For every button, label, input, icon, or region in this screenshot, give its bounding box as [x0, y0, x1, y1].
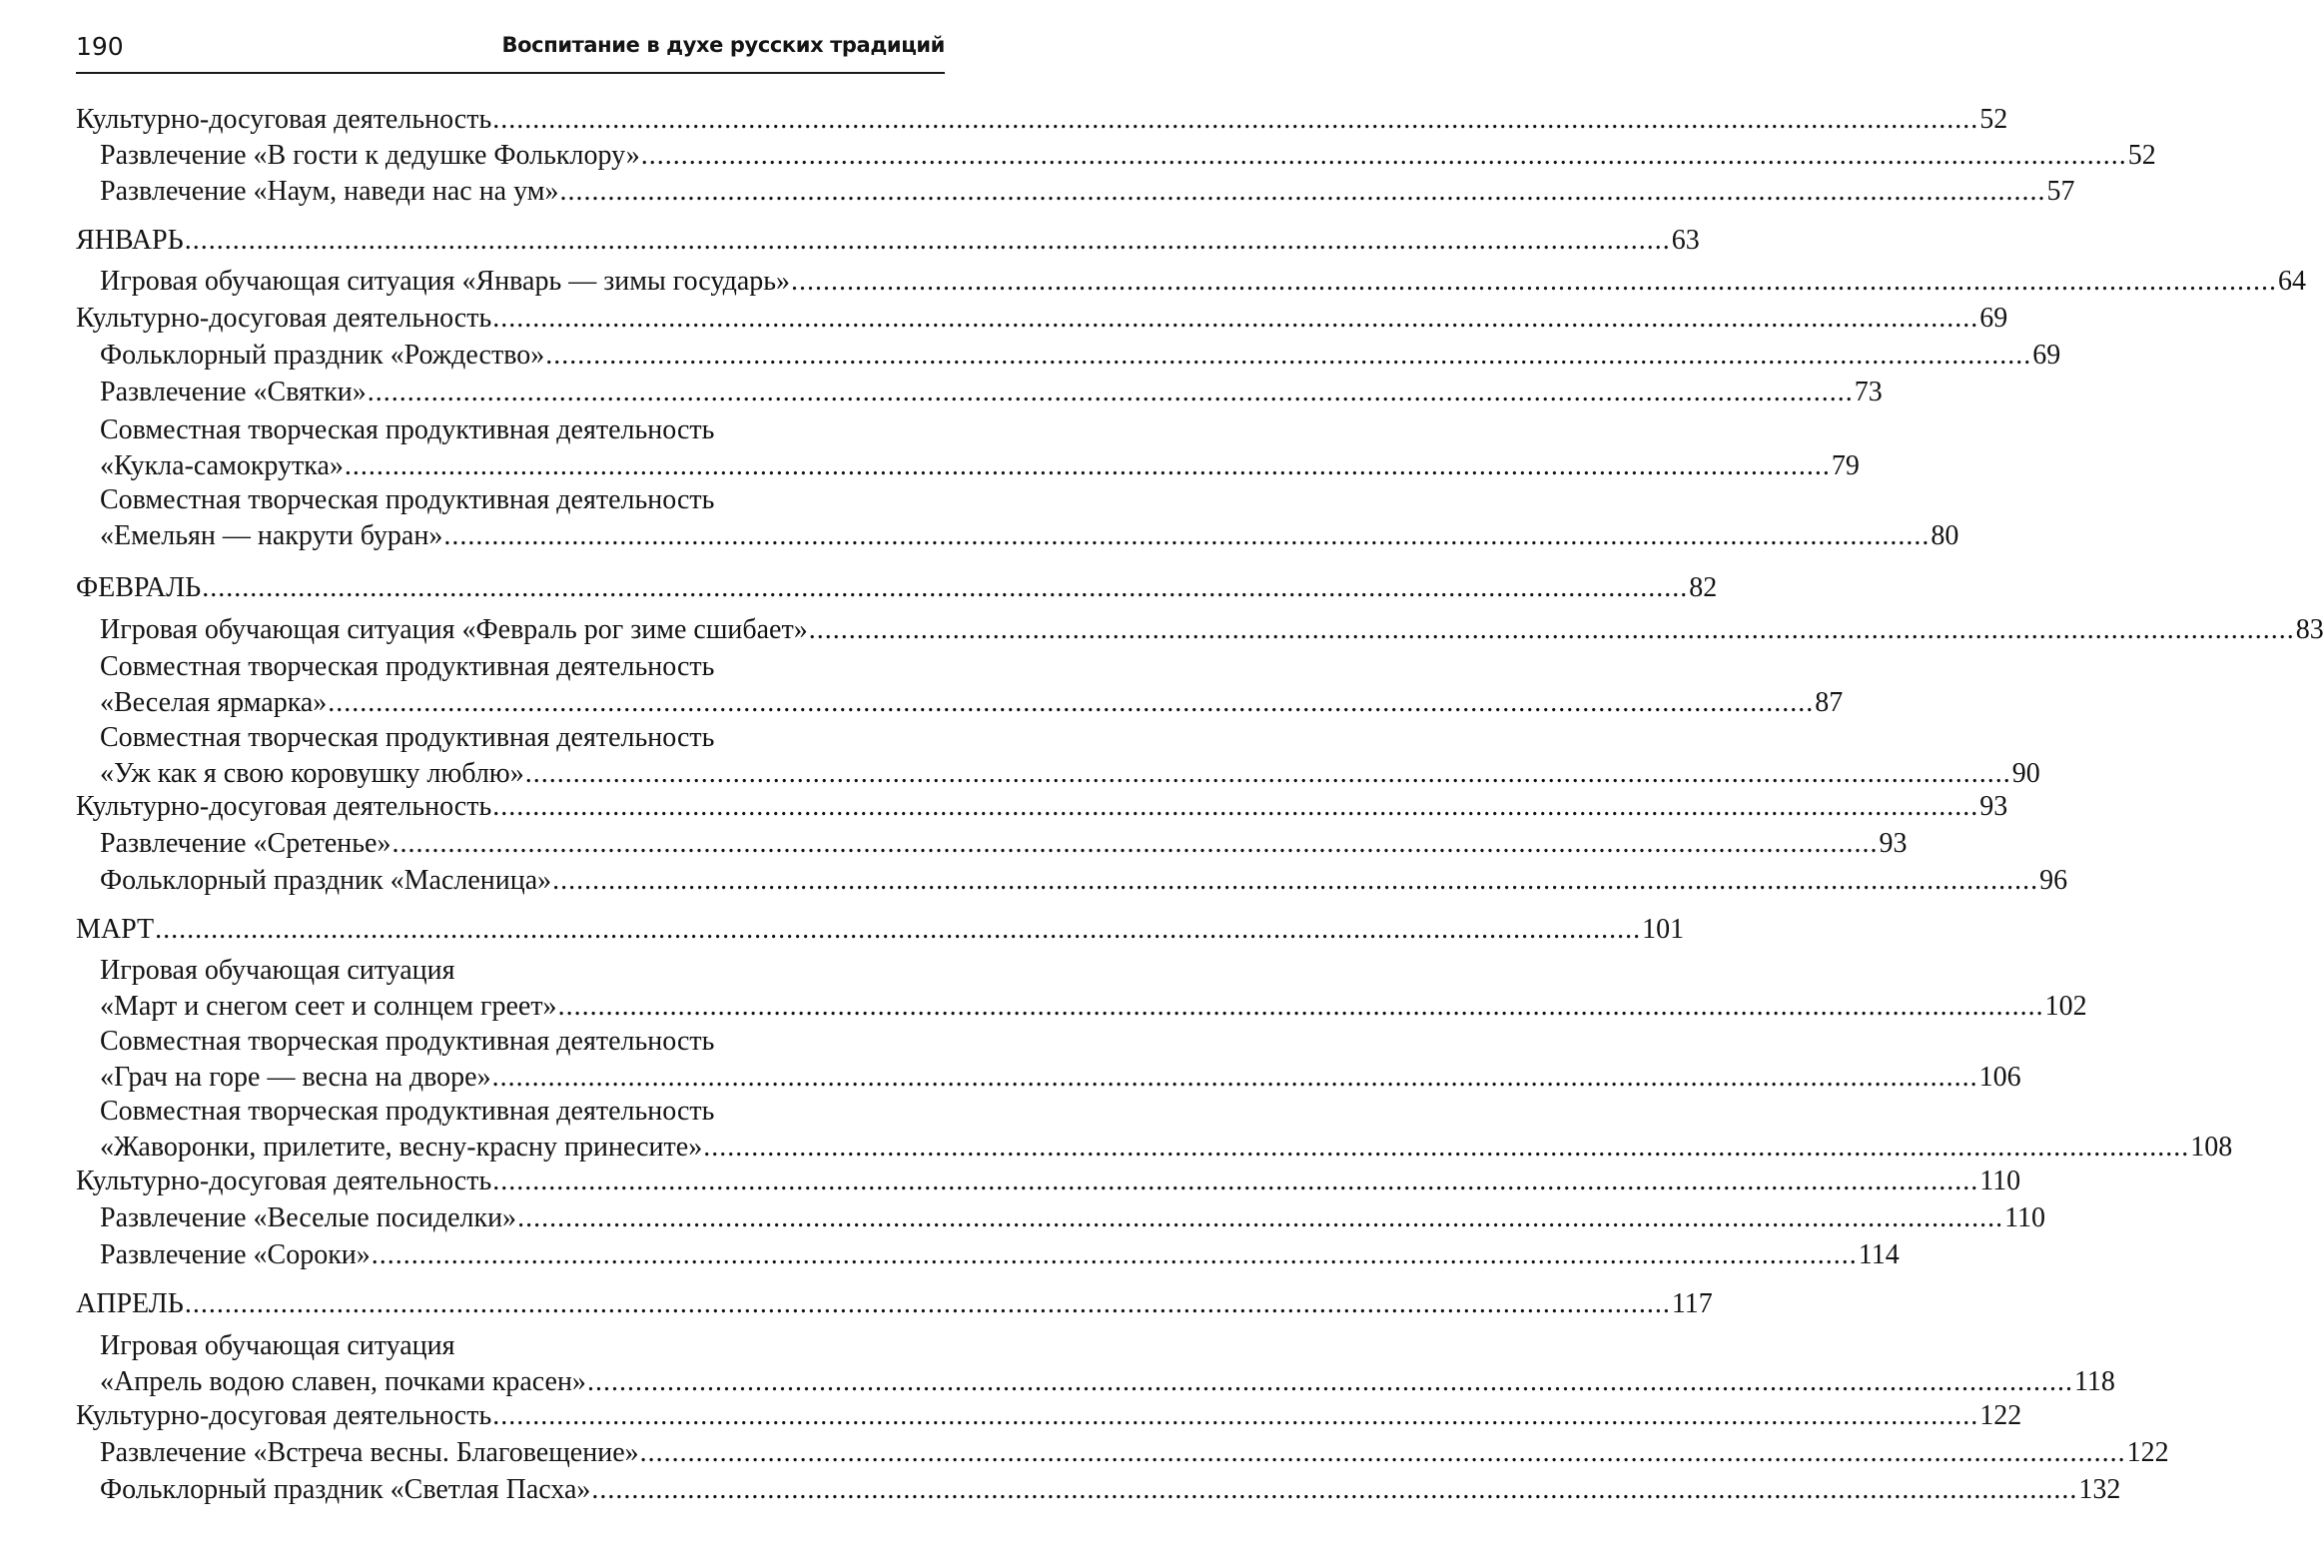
toc-entry-page: 80	[1931, 520, 1959, 551]
table-of-contents	[76, 0, 2324, 1568]
toc-entry-page: 110	[2004, 1202, 2046, 1233]
toc-entry-page: 118	[2073, 1366, 2115, 1397]
toc-entry-page: 122	[2126, 1437, 2169, 1468]
toc-entry	[100, 138, 2156, 174]
toc-entry-title: Развлечение «Веселые посиделки»	[100, 1202, 517, 1233]
toc-entry	[100, 1024, 2021, 1096]
toc-entry	[100, 264, 2307, 300]
toc-entry-title: «Уж как я свою коровушку люблю»	[100, 758, 524, 789]
toc-entry-title: ЯНВАРЬ	[76, 225, 184, 256]
dot-leader: ..........................................................................................................................................................................................	[591, 1474, 2078, 1505]
toc-entry	[76, 301, 2008, 337]
toc-entry-page: 102	[2044, 991, 2087, 1022]
toc-entry-page: 52	[2127, 140, 2156, 171]
toc-entry	[76, 1398, 2022, 1434]
toc-entry-page: 93	[1979, 791, 2008, 822]
dot-leader: ..........................................................................................................................................................................................	[492, 1400, 1979, 1431]
toc-entry-title: Культурно-досуговая деятельность	[76, 104, 492, 135]
toc-entry-title: «Жаворонки, прилетите, весну-красну принесите»	[100, 1132, 703, 1163]
toc-entry	[100, 1237, 1900, 1273]
toc-entry-title-line: Совместная творческая продуктивная деятельность	[100, 651, 715, 682]
toc-entry-title: ФЕВРАЛЬ	[76, 572, 202, 603]
dot-leader: ..........................................................................................................................................................................................	[808, 614, 2295, 645]
dot-leader: ..........................................................................................................................................................................................	[344, 450, 1831, 481]
toc-entry-title: Игровая обучающая ситуация «Февраль рог зиме сшибает»	[100, 614, 808, 645]
toc-entry	[100, 1472, 2121, 1508]
dot-leader: ..........................................................................................................................................................................................	[491, 1062, 1978, 1093]
toc-entry	[100, 174, 2075, 210]
dot-leader: ..........................................................................................................................................................................................	[640, 140, 2127, 171]
toc-entry	[76, 789, 2008, 825]
dot-leader: ..........................................................................................................................................................................................	[391, 828, 1879, 859]
toc-entry-page: 52	[1979, 104, 2008, 135]
toc-entry-title-line: Совместная творческая продуктивная деятельность	[100, 484, 715, 515]
toc-entry	[100, 1435, 2169, 1471]
toc-entry	[100, 375, 1883, 410]
toc-entry-page: 96	[2039, 865, 2068, 896]
toc-entry-title-line: Совместная творческая продуктивная деятельность	[100, 414, 715, 445]
toc-entry	[100, 482, 1959, 554]
toc-entry-title: Развлечение «В гости к дедушке Фольклору»	[100, 140, 640, 171]
toc-entry-page: 108	[2190, 1132, 2233, 1163]
toc-entry-page: 87	[1815, 687, 1844, 718]
toc-entry	[100, 720, 2040, 792]
dot-leader: ..........................................................................................................................................................................................	[443, 520, 1931, 551]
toc-entry-page: 132	[2078, 1474, 2121, 1505]
toc-entry-title: Развлечение «Наум, наведи нас на ум»	[100, 176, 559, 207]
toc-entry-page: 114	[1858, 1239, 1900, 1270]
toc-entry-page: 122	[1979, 1400, 2022, 1431]
dot-leader: ..........................................................................................................................................................................................	[639, 1437, 2126, 1468]
toc-entry-page: 106	[1978, 1062, 2021, 1093]
toc-entry-title: АПРЕЛЬ	[76, 1288, 184, 1319]
dot-leader: ..........................................................................................................................................................................................	[184, 1288, 1671, 1319]
toc-entry-title: МАРТ	[76, 914, 155, 945]
toc-entry-page: 69	[2032, 340, 2061, 371]
dot-leader: ..........................................................................................................................................................................................	[791, 266, 2278, 297]
dot-leader: ..........................................................................................................................................................................................	[492, 104, 1979, 135]
dot-leader: ..........................................................................................................................................................................................	[559, 176, 2046, 207]
toc-entry	[76, 570, 1718, 606]
toc-entry-page: 101	[1642, 914, 1685, 945]
dot-leader: ..........................................................................................................................................................................................	[703, 1132, 2190, 1163]
toc-entry-page: 117	[1671, 1288, 1713, 1319]
dot-leader: ..........................................................................................................................................................................................	[492, 303, 1979, 334]
toc-entry-title: Культурно-досуговая деятельность	[76, 791, 492, 822]
dot-leader: ..........................................................................................................................................................................................	[184, 225, 1671, 256]
toc-entry-title: Игровая обучающая ситуация «Январь — зимы государь»	[100, 266, 791, 297]
dot-leader: ..........................................................................................................................................................................................	[524, 758, 2011, 789]
page-number: 190	[76, 32, 124, 61]
dot-leader: ..........................................................................................................................................................................................	[367, 377, 1854, 407]
toc-entry-page: 69	[1979, 303, 2008, 334]
toc-entry	[100, 953, 2087, 1025]
toc-entry	[100, 1094, 2233, 1166]
toc-entry	[100, 826, 1908, 862]
toc-entry-title: «Кукла-самокрутка»	[100, 450, 344, 481]
toc-entry-title-line: Совместная творческая продуктивная деятельность	[100, 722, 715, 753]
dot-leader: ..........................................................................................................................................................................................	[552, 865, 2039, 896]
toc-entry	[100, 338, 2061, 374]
toc-entry-title: «Веселая ярмарка»	[100, 687, 328, 718]
toc-entry-title-line: Игровая обучающая ситуация	[100, 955, 455, 986]
toc-entry-title-line: Совместная творческая продуктивная деятельность	[100, 1096, 715, 1127]
toc-entry-title: Фольклорный праздник «Рождество»	[100, 340, 545, 371]
dot-leader: ..........................................................................................................................................................................................	[557, 991, 2044, 1022]
toc-entry-title: Развлечение «Сороки»	[100, 1239, 371, 1270]
toc-entry-page: 63	[1671, 225, 1700, 256]
toc-entry-page: 83	[2295, 614, 2324, 645]
toc-entry	[100, 1328, 2115, 1400]
dot-leader: ..........................................................................................................................................................................................	[517, 1202, 2004, 1233]
toc-entry-title: Культурно-досуговая деятельность	[76, 1166, 492, 1196]
toc-entry-title: Развлечение «Святки»	[100, 377, 367, 407]
toc-entry-page: 93	[1879, 828, 1908, 859]
toc-entry-title-line: Игровая обучающая ситуация	[100, 1330, 455, 1361]
toc-entry-title: «Апрель водою славен, почками красен»	[100, 1366, 586, 1397]
dot-leader: ..........................................................................................................................................................................................	[586, 1366, 2073, 1397]
toc-entry-title: «Грач на горе — весна на дворе»	[100, 1062, 491, 1093]
dot-leader: ..........................................................................................................................................................................................	[492, 1166, 1979, 1196]
toc-entry	[100, 612, 2324, 648]
toc-entry-page: 64	[2278, 266, 2307, 297]
dot-leader: ..........................................................................................................................................................................................	[155, 914, 1642, 945]
dot-leader: ..........................................................................................................................................................................................	[202, 572, 1689, 603]
toc-entry-title: Фольклорный праздник «Масленица»	[100, 865, 552, 896]
toc-entry-page: 73	[1854, 377, 1883, 407]
toc-entry	[100, 1200, 2046, 1236]
toc-entry-page: 57	[2046, 176, 2075, 207]
toc-entry-title: «Емельян — накрути буран»	[100, 520, 443, 551]
toc-entry-title: Культурно-досуговая деятельность	[76, 303, 492, 334]
toc-entry	[76, 1286, 1713, 1322]
toc-entry-title: Культурно-досуговая деятельность	[76, 1400, 492, 1431]
toc-entry	[100, 412, 1860, 484]
toc-entry-title-line: Совместная творческая продуктивная деятельность	[100, 1026, 715, 1057]
toc-entry-page: 110	[1979, 1166, 2021, 1196]
toc-entry-title: Развлечение «Встреча весны. Благовещение»	[100, 1437, 639, 1468]
toc-entry-page: 79	[1831, 450, 1860, 481]
dot-leader: ..........................................................................................................................................................................................	[545, 340, 2032, 371]
toc-entry-title: «Март и снегом сеет и солнцем греет»	[100, 991, 557, 1022]
toc-entry	[76, 912, 1685, 948]
toc-entry-title: Фольклорный праздник «Светлая Пасха»	[100, 1474, 591, 1505]
dot-leader: ..........................................................................................................................................................................................	[492, 791, 1979, 822]
dot-leader: ..........................................................................................................................................................................................	[328, 687, 1815, 718]
toc-entry-page: 82	[1689, 572, 1718, 603]
toc-entry-page: 90	[2011, 758, 2040, 789]
toc-entry-title: Развлечение «Сретенье»	[100, 828, 391, 859]
dot-leader: ..........................................................................................................................................................................................	[371, 1239, 1858, 1270]
toc-entry	[76, 102, 2008, 138]
toc-entry	[100, 649, 1844, 721]
toc-entry	[76, 1164, 2021, 1199]
toc-entry	[100, 863, 2068, 899]
toc-entry	[76, 223, 1700, 259]
running-title: Воспитание в духе русских традиций	[501, 33, 945, 57]
